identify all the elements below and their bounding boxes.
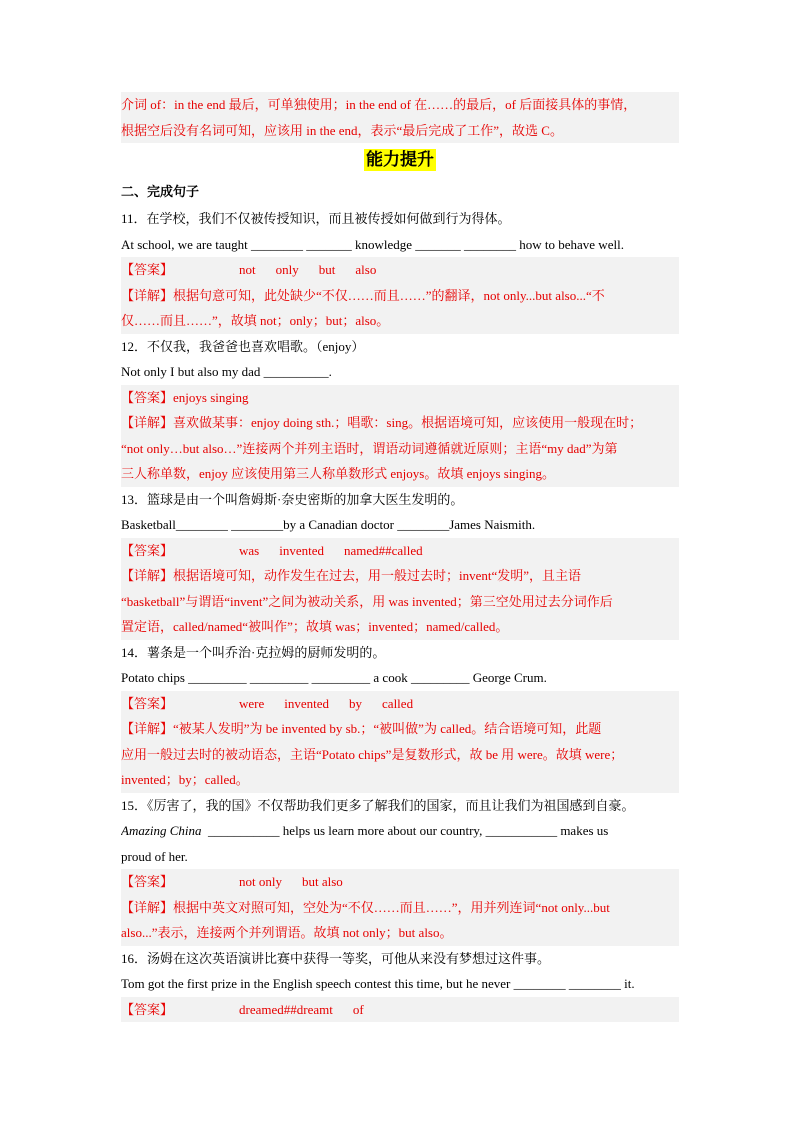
q13-detail-2: “basketball”与谓语“invent”之间为被动关系，用 was invented；第三空处用过去分词作后 bbox=[121, 589, 679, 615]
q11-detail-1 bbox=[121, 283, 679, 309]
detail-text: 喜欢做某事：enjoy doing sth.；唱歌：sing。根据语境可知，应该使用一般现在时； bbox=[173, 415, 643, 430]
q11-english: At school, we are taught ________ _______ knowledge _______ ________ how to behave well. bbox=[121, 236, 624, 252]
q16-chinese: 16．汤姆在这次英语演讲比赛中获得一等奖，可他从来没有梦想过这件事。 bbox=[121, 950, 551, 966]
q15-detail-2: also...”表示，连接两个并列谓语。故填 not only；but also。 bbox=[121, 920, 679, 946]
q16-english: Tom got the first prize in the English speech contest this time, but he never ________ ________ it. bbox=[121, 976, 635, 991]
intro-line-1: 介词 of：in the end 最后，可单独使用；in the end of 在……的最后，of 后面接具体的事情， bbox=[121, 92, 679, 118]
q13-chinese: 13．篮球是由一个叫詹姆斯·奈史密斯的加拿大医生发明的。 bbox=[121, 491, 464, 507]
q13-english: Basketball________ ________by a Canadian doctor ________James Naismith. bbox=[121, 517, 536, 532]
answer-word: of bbox=[352, 1001, 364, 1017]
answer-word: invented bbox=[279, 542, 324, 558]
answer-label: 【答案】 bbox=[121, 262, 174, 277]
answer-word: only bbox=[275, 262, 299, 277]
section-heading: 二、完成句子 bbox=[121, 185, 200, 200]
q13-answer bbox=[121, 538, 679, 564]
answer-word: also bbox=[355, 262, 377, 277]
document-page bbox=[121, 92, 679, 1022]
detail-label: 【详解】 bbox=[121, 899, 174, 915]
intro-line-2: 根据空后没有名词可知，应该用 in the end，表示“最后完成了工作”，故选 C。 bbox=[121, 118, 679, 144]
detail-label: 【详解】 bbox=[121, 721, 174, 736]
detail-text: 根据中英文对照可知，空处为“不仅……而且……”，用并列连词“not only...but bbox=[173, 899, 610, 915]
answer-word: invented bbox=[284, 695, 330, 711]
answer-word: were bbox=[239, 695, 265, 711]
title-row bbox=[121, 143, 679, 179]
answer-word: not bbox=[239, 262, 256, 277]
detail-label: 【详解】 bbox=[121, 568, 174, 583]
q14-detail-1 bbox=[121, 716, 679, 742]
answer-label: 【答案】 bbox=[121, 874, 174, 889]
detail-text: 根据语境可知，动作发生在过去，用一般过去时；invent“发明”，且主语 bbox=[173, 568, 582, 583]
q15-english bbox=[121, 818, 679, 844]
q11-detail-2: 仅……而且……”，故填 not；only；but；also。 bbox=[121, 308, 679, 334]
answer-word: was bbox=[239, 542, 260, 558]
q12-english: Not only I but also my dad __________. bbox=[121, 364, 332, 379]
q12-detail-2: “not only…but also…”连接两个并列主语时，谓语动词遵循就近原则；主语“my dad”为第 bbox=[121, 436, 679, 462]
q15-answer bbox=[121, 869, 679, 895]
answer-label: 【答案】 bbox=[121, 1001, 174, 1017]
answer-label: 【答案】 bbox=[121, 695, 174, 711]
answer-word: dreamed##dreamt bbox=[239, 1001, 333, 1017]
q11-answer bbox=[121, 257, 679, 283]
answer-label: 【答案】 bbox=[121, 389, 174, 405]
answer-word: not only bbox=[239, 874, 282, 889]
q12-chinese: 12．不仅我，我爸爸也喜欢唱歌。（enjoy） bbox=[121, 338, 365, 354]
q15-english-2: proud of her. bbox=[121, 848, 188, 864]
q11-chinese: 11．在学校，我们不仅被传授知识，而且被传授如何做到行为得体。 bbox=[121, 211, 511, 226]
q14-detail-2: 应用一般过去时的被动语态，主语“Potato chips”是复数形式，故 be 用 were。故填 were； bbox=[121, 742, 679, 768]
q14-chinese: 14．薯条是一个叫乔治·克拉姆的厨师发明的。 bbox=[121, 644, 386, 660]
q14-detail-3: invented；by；called。 bbox=[121, 767, 679, 793]
q12-detail-1 bbox=[121, 410, 679, 436]
answer-word: but also bbox=[301, 874, 343, 889]
answer-word: enjoys singing bbox=[173, 389, 249, 405]
q15-detail-1 bbox=[121, 895, 679, 921]
page-title: 能力提升 bbox=[366, 150, 434, 170]
q14-english: Potato chips _________ _________ _________ a cook _________ George Crum. bbox=[121, 670, 547, 685]
q15-chinese: 15．《厉害了，我的国》不仅帮助我们更多了解我们的国家，而且让我们为祖国感到自豪。 bbox=[121, 797, 635, 813]
q15-title-italic: Amazing China bbox=[121, 823, 202, 838]
q14-answer bbox=[121, 691, 679, 717]
q13-detail-1 bbox=[121, 563, 679, 589]
detail-text: “被某人发明”为 be invented by sb.；“被叫做”为 called。结合语境可知，此题 bbox=[173, 721, 602, 736]
answer-label: 【答案】 bbox=[121, 542, 174, 558]
detail-text: 根据句意可知，此处缺少“不仅……而且……”的翻译，not only...but also...“不 bbox=[173, 287, 605, 303]
answer-word: by bbox=[349, 695, 363, 711]
answer-word: called bbox=[382, 695, 414, 711]
answer-word: named##called bbox=[343, 542, 423, 558]
q13-detail-3: 置定语，called/named“被叫作”；故填 was；invented；named/called。 bbox=[121, 614, 679, 640]
q12-answer bbox=[121, 385, 679, 411]
answer-word: but bbox=[318, 262, 336, 277]
q12-detail-3: 三人称单数，enjoy 应该使用第三人称单数形式 enjoys。故填 enjoys singing。 bbox=[121, 461, 679, 487]
q15-english-rest: ___________ helps us learn more about our country, ___________ makes us bbox=[201, 823, 609, 838]
q16-answer bbox=[121, 997, 679, 1023]
detail-label: 【详解】 bbox=[121, 415, 174, 430]
detail-label: 【详解】 bbox=[121, 287, 174, 303]
